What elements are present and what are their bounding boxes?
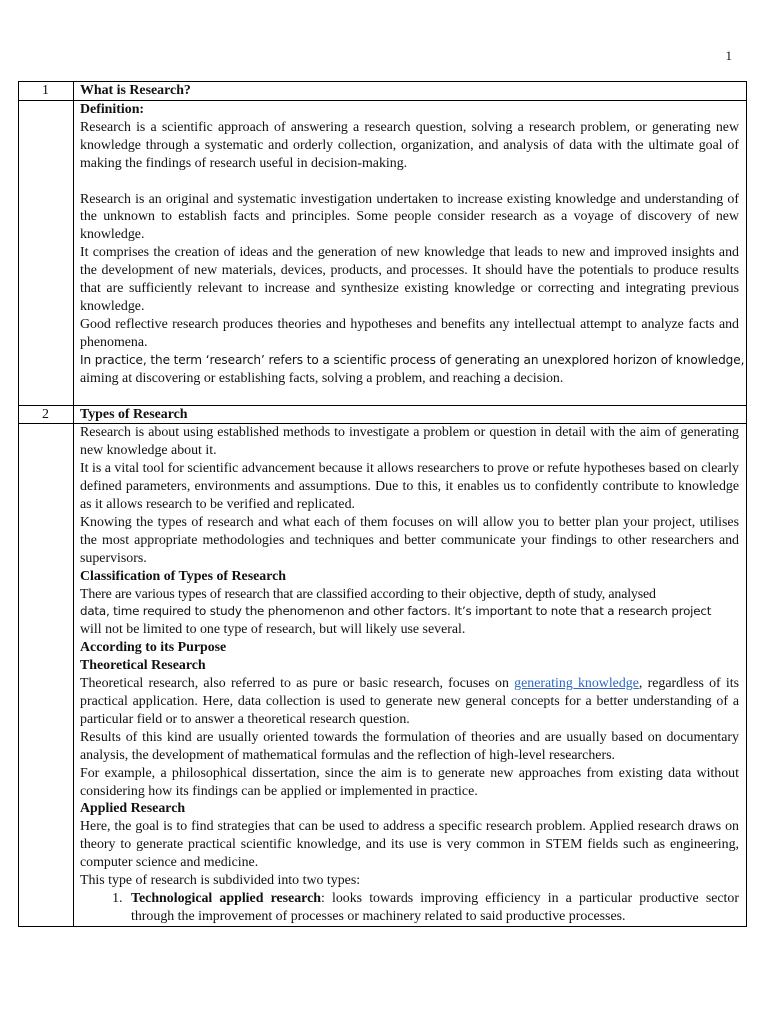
theoretical-paragraph-2: Results of this kind are usually oriented towards the formulation of theories and are usually based on documentary analysis, the development of mathematical formulas and the reflection of high-level researchers.: [80, 729, 739, 763]
section-2-title: Types of Research: [74, 405, 747, 424]
theoretical-text-after-link: , regardless of its practical application. Here, data collection is used to generate new general concepts for a better understanding of a particular field or to answer a theoretical research question.: [80, 676, 739, 727]
section-2-body-row: [19, 424, 747, 926]
applied-heading: Applied Research: [80, 801, 186, 817]
page-number: 1: [725, 48, 732, 63]
definition-paragraph-5: In practice, the term ‘research’ refers to a scientific process of generating an unexplored horizon of knowledge,: [80, 352, 745, 367]
purpose-heading: According to its Purpose: [80, 640, 227, 656]
section-1-header-row: [19, 82, 747, 101]
generating-knowledge-link[interactable]: generating knowledge: [514, 676, 639, 692]
list-item-term: Technological applied research: [131, 890, 321, 906]
definition-paragraph-3: It comprises the creation of ideas and the generation of new knowledge that leads to new and improved insights and the development of new materials, devices, products, and processes. It should have the potentials to produce results that are sufficiently relevant to increase and synthesize existing knowledge or correcting and integrating previous knowledge.: [80, 245, 739, 314]
theoretical-paragraph-3: For example, a philosophical dissertation, since the aim is to generate new approaches from existing data without considering how its findings can be applied or implemented in practice.: [80, 765, 739, 799]
definition-heading: Definition:: [80, 101, 145, 117]
paragraph-spacer: [80, 388, 739, 405]
applied-types-list: [80, 890, 739, 926]
definition-paragraph-1: Research is a scientific approach of answering a research question, solving a research problem, or generating new knowledge through a systematic and orderly collection, organization, and analysis of data with the ultimate goal of making the findings of research useful in decision-making.: [80, 119, 739, 171]
section-1-number: 1: [19, 82, 74, 101]
section-2-body: [74, 424, 747, 926]
classification-line-1: There are various types of research that are classified according to their objective, depth of study, analysed: [80, 586, 656, 602]
section-1-number-cell: [19, 100, 74, 405]
classification-heading: Classification of Types of Research: [80, 568, 287, 584]
paragraph-spacer: [80, 173, 739, 191]
types-intro-paragraph-1: Research is about using established methods to investigate a problem or question in detail with the aim of generating new knowledge about it.: [80, 425, 739, 459]
section-2-number: 2: [19, 405, 74, 424]
section-1-title: What is Research?: [74, 82, 747, 101]
section-2-number-cell: [19, 424, 74, 926]
applied-paragraph-2: This type of research is subdivided into two types:: [80, 873, 361, 889]
section-1-body-row: [19, 100, 747, 405]
types-intro-paragraph-3: Knowing the types of research and what each of them focuses on will allow you to better plan your project, utilises the most appropriate methodologies and techniques and better communicate your findings to other researchers and supervisors.: [80, 514, 739, 566]
classification-line-3: will not be limited to one type of research, but will likely use several.: [80, 622, 466, 638]
definition-paragraph-4: Good reflective research produces theories and hypotheses and benefits any intellectual attempt to analyze facts and phenomena.: [80, 316, 739, 350]
section-1-body: [74, 100, 747, 405]
definition-paragraph-5-continued: aiming at discovering or establishing facts, solving a problem, and reaching a decision.: [80, 370, 564, 386]
content-table: [18, 81, 747, 927]
theoretical-text-before-link: Theoretical research, also referred to as pure or basic research, focuses on: [80, 676, 515, 692]
definition-paragraph-2: Research is an original and systematic investigation undertaken to increase existing knowledge and understanding of the unknown to establish facts and principles. Some people consider research as a voyage of discovery of new knowledge.: [80, 191, 739, 243]
types-intro-paragraph-2: It is a vital tool for scientific advancement because it allows researchers to prove or refute hypotheses based on clearly defined parameters, environments and assumptions. Due to this, it enables us to confidently contribute to knowledge as it allows research to be verified and replicated.: [80, 461, 739, 513]
section-2-header-row: [19, 405, 747, 424]
applied-paragraph-1: Here, the goal is to find strategies that can be used to address a specific research problem. Applied research draws on theory to generate practical scientific knowledge, and its use is very common in STEM fields such as engineering, computer science and medicine.: [80, 819, 739, 871]
list-item-text: : looks towards improving efficiency in a particular productive sector through the improvement of processes or machinery related to said productive processes.: [131, 890, 739, 924]
list-item: [126, 890, 739, 926]
theoretical-heading: Theoretical Research: [80, 658, 206, 674]
theoretical-paragraph-1: [80, 675, 739, 729]
classification-line-2: data, time required to study the phenomenon and other factors. It’s important to note that a research project: [80, 604, 712, 619]
